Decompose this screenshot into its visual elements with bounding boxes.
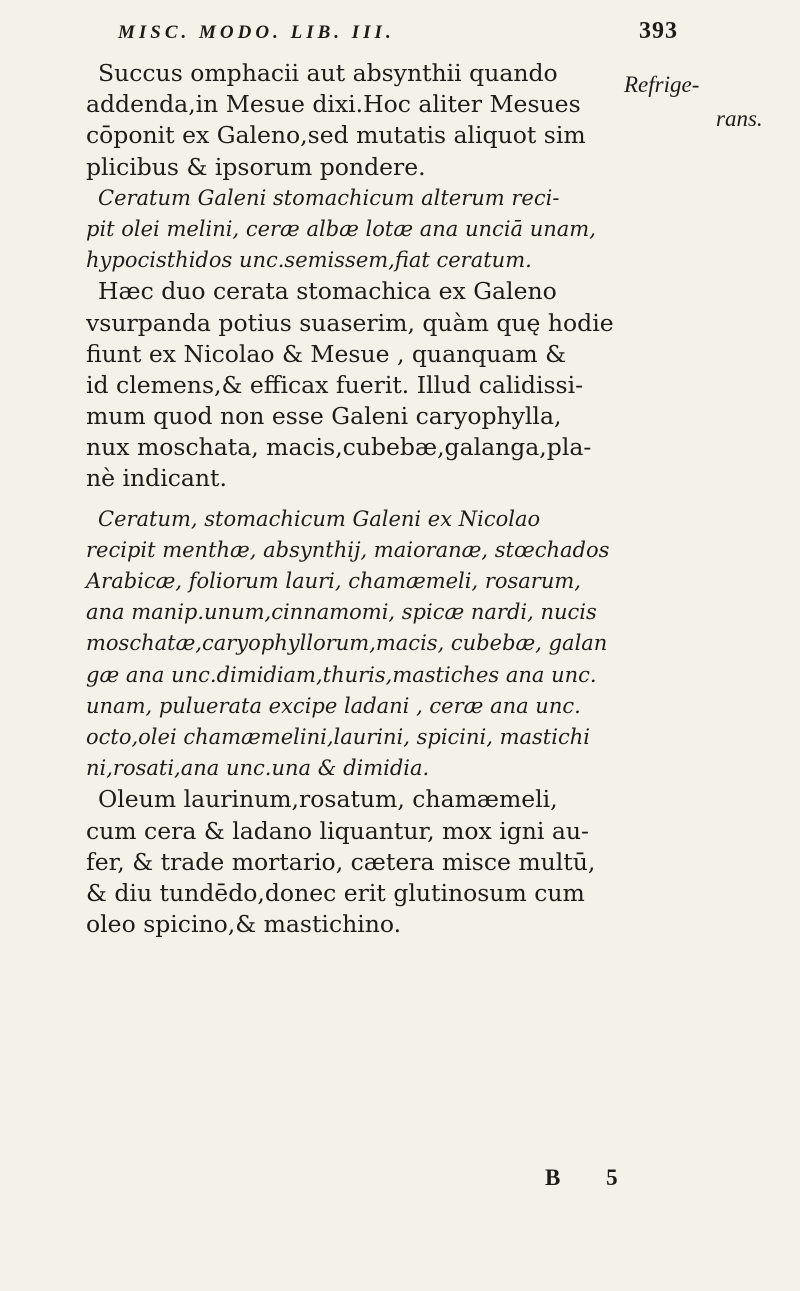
page-number: 393 — [639, 18, 678, 44]
text-line: gæ ana unc.dimidiam,thuris,mastiches ana unc. — [86, 662, 597, 687]
text-line: Ceratum Galeni stomachicum alterum reci- — [98, 185, 560, 210]
text-line: nux moschata, macis,cubebæ,galanga,pla- — [86, 433, 592, 462]
text-line: Ceratum, stomachicum Galeni ex Nicolao — [98, 506, 541, 531]
text-line: pit olei melini, ceræ albæ lotæ ana unciā unam, — [86, 216, 596, 241]
text-line: id clemens,& efficax fuerit. Illud calidissi- — [86, 370, 584, 399]
text-line: cōponit ex Galeno,sed mutatis aliquot sim — [86, 121, 586, 150]
text-line: fiunt ex Nicolao & Mesue , quanquam & — [86, 339, 567, 368]
text-line: nè indicant. — [86, 464, 227, 493]
text-line: Arabicæ, foliorum lauri, chamæmeli, rosarum, — [86, 569, 581, 593]
text-line: recipit menthæ, absynthij, maioranæ, stœchados — [86, 537, 610, 562]
paragraph-1 — [86, 58, 706, 183]
recipe-1 — [86, 183, 706, 277]
paragraph-3 — [86, 784, 706, 940]
text-line: ana manip.unum,cinnamomi, spicæ nardi, nucis — [86, 600, 597, 625]
running-header — [118, 18, 678, 45]
text-line: moschatæ,caryophyllorum,macis, cubebæ, galan — [86, 631, 608, 656]
text-line: mum quod non esse Galeni caryophylla, — [86, 402, 562, 431]
text-line: plicibus & ipsorum pondere. — [86, 152, 426, 181]
text-line: hypocisthidos unc.semissem,fiat ceratum. — [86, 248, 532, 273]
text-line: octo,olei chamæmelini,laurini, spicini, mastichi — [86, 724, 590, 749]
running-title: MISC. MODO. LIB. III. — [118, 22, 395, 43]
text-line: addenda,in Mesue dixi.Hoc aliter Mesues — [86, 90, 581, 119]
margin-note-line-1: Refrige- — [624, 72, 700, 97]
text-line: Succus omphacii aut absynthii quando — [98, 59, 558, 87]
text-line: oleo spicino,& mastichino. — [86, 910, 402, 939]
recipe-2 — [86, 504, 706, 785]
text-line: ni,rosati,ana unc.una & dimidia. — [86, 756, 430, 781]
margin-note-line-2: rans. — [716, 106, 763, 131]
text-line: fer, & trade mortario, cætera misce multū, — [86, 847, 596, 876]
text-line: vsurpanda potius suaserim, quàm quę hodie — [86, 308, 614, 337]
paragraph-2 — [86, 276, 706, 494]
main-text-block — [86, 58, 706, 940]
text-line: Oleum laurinum,rosatum, chamæmeli, — [98, 785, 558, 814]
text-line: & diu tundēdo,donec erit glutinosum cum — [86, 878, 585, 907]
text-line: Hæc duo cerata stomachica ex Galeno — [98, 277, 557, 306]
signature-mark: B 5 — [545, 1165, 638, 1190]
text-line: cum cera & ladano liquantur, mox igni au- — [86, 816, 590, 845]
text-line: unam, puluerata excipe ladani , ceræ ana unc. — [86, 693, 581, 718]
